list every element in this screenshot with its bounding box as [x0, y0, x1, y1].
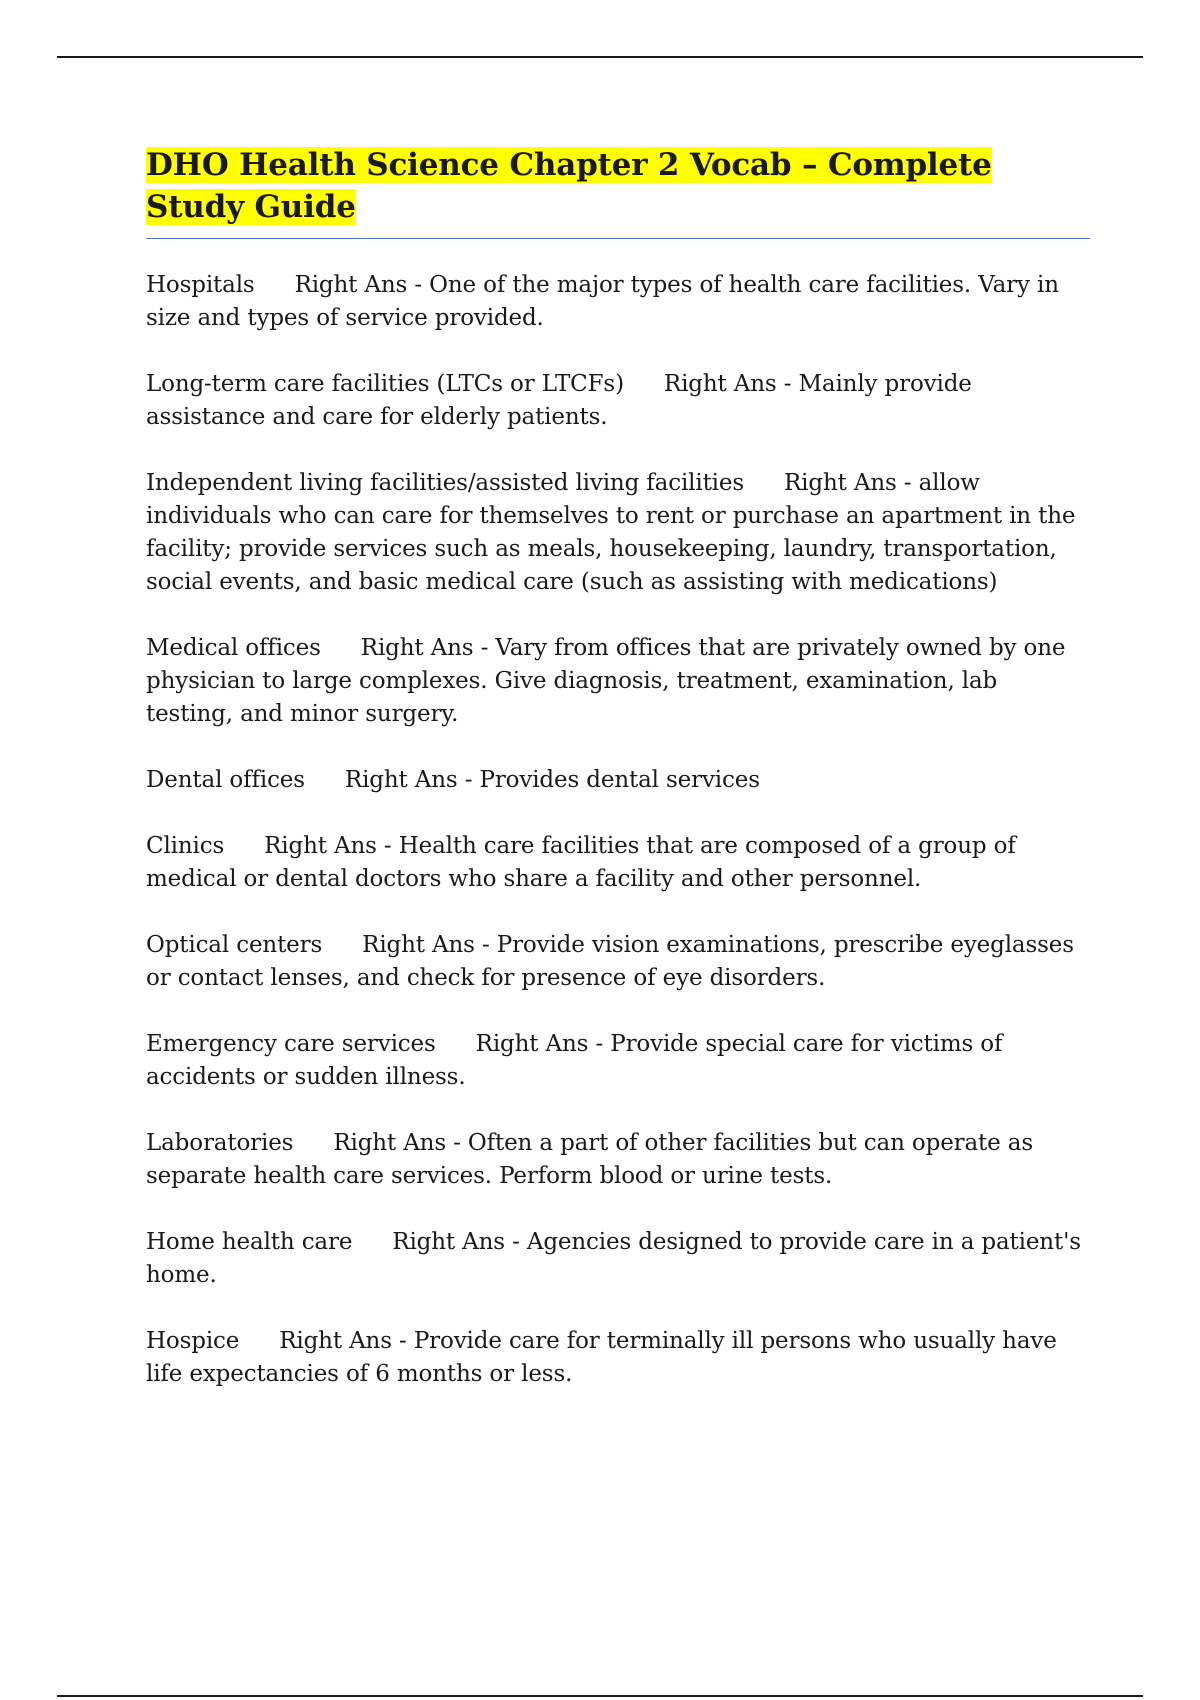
vocab-term: Dental offices: [146, 767, 305, 793]
answer-prefix: Right Ans -: [279, 1328, 414, 1354]
vocab-definition: Provide vision examinations, prescribe eyeglasses or contact lenses, and check for presence of eye disorders.: [146, 932, 1074, 991]
vocab-entry: [146, 1127, 1090, 1193]
vocab-entry: [146, 830, 1090, 896]
page-header-rule: [57, 56, 1143, 58]
vocab-term: Home health care: [146, 1229, 353, 1255]
title-underline: [146, 238, 1090, 239]
vocab-definition: Provide care for terminally ill persons who usually have life expectancies of 6 months or less.: [146, 1328, 1057, 1387]
page-footer-rule: [57, 1695, 1143, 1697]
vocab-definition: Agencies designed to provide care in a patient's home.: [146, 1229, 1081, 1288]
vocab-entry: [146, 467, 1090, 599]
vocab-list: [146, 269, 1090, 1391]
vocab-term: Hospitals: [146, 272, 255, 298]
vocab-definition: Health care facilities that are composed of a group of medical or dental doctors who share a facility and other personnel.: [146, 833, 1016, 892]
answer-prefix: Right Ans -: [294, 272, 430, 298]
vocab-entry: [146, 368, 1090, 434]
vocab-term: Optical centers: [146, 932, 323, 958]
vocab-definition: allow individuals who can care for themselves to rent or purchase an apartment in the facility; provide services such as meals, housekeeping, laundry, transportation, social events, and basic medical care (such as assisting with medications): [146, 470, 1076, 595]
vocab-definition: Often a part of other facilities but can operate as separate health care services. Perform blood or urine tests.: [146, 1130, 1033, 1189]
vocab-definition: Provide special care for victims of accidents or sudden illness.: [146, 1031, 1003, 1090]
vocab-definition: Vary from offices that are privately owned by one physician to large complexes. Give diagnosis, treatment, examination, lab testing, and minor surgery.: [146, 635, 1066, 727]
vocab-term: Independent living facilities/assisted living facilities: [146, 470, 744, 496]
vocab-term: Emergency care services: [146, 1031, 436, 1057]
vocab-entry: [146, 1028, 1090, 1094]
answer-prefix: Right Ans -: [333, 1130, 468, 1156]
answer-prefix: Right Ans -: [344, 767, 480, 793]
document-body: [146, 144, 1090, 1424]
vocab-definition: Mainly provide assistance and care for elderly patients.: [146, 371, 972, 430]
vocab-term: Medical offices: [146, 635, 321, 661]
vocab-definition: Provides dental services: [479, 767, 760, 793]
vocab-entry: [146, 1226, 1090, 1292]
answer-prefix: Right Ans -: [663, 371, 799, 397]
vocab-entry: [146, 632, 1090, 731]
vocab-term: Hospice: [146, 1328, 240, 1354]
vocab-term: Long-term care facilities (LTCs or LTCFs): [146, 371, 624, 397]
vocab-entry: [146, 269, 1090, 335]
vocab-entry: [146, 764, 1090, 797]
vocab-entry: [146, 1325, 1090, 1391]
answer-prefix: Right Ans -: [264, 833, 399, 859]
document-title: [146, 144, 1090, 228]
answer-prefix: Right Ans -: [392, 1229, 527, 1255]
vocab-entry: [146, 929, 1090, 995]
vocab-term: Clinics: [146, 833, 225, 859]
vocab-term: Laboratories: [146, 1130, 294, 1156]
answer-prefix: Right Ans -: [360, 635, 496, 661]
answer-prefix: Right Ans -: [362, 932, 497, 958]
vocab-definition: One of the major types of health care facilities. Vary in size and types of service provided.: [146, 272, 1059, 331]
answer-prefix: Right Ans -: [475, 1031, 611, 1057]
document-title-text: DHO Health Science Chapter 2 Vocab – Complete Study Guide: [146, 147, 992, 225]
answer-prefix: Right Ans -: [784, 470, 919, 496]
